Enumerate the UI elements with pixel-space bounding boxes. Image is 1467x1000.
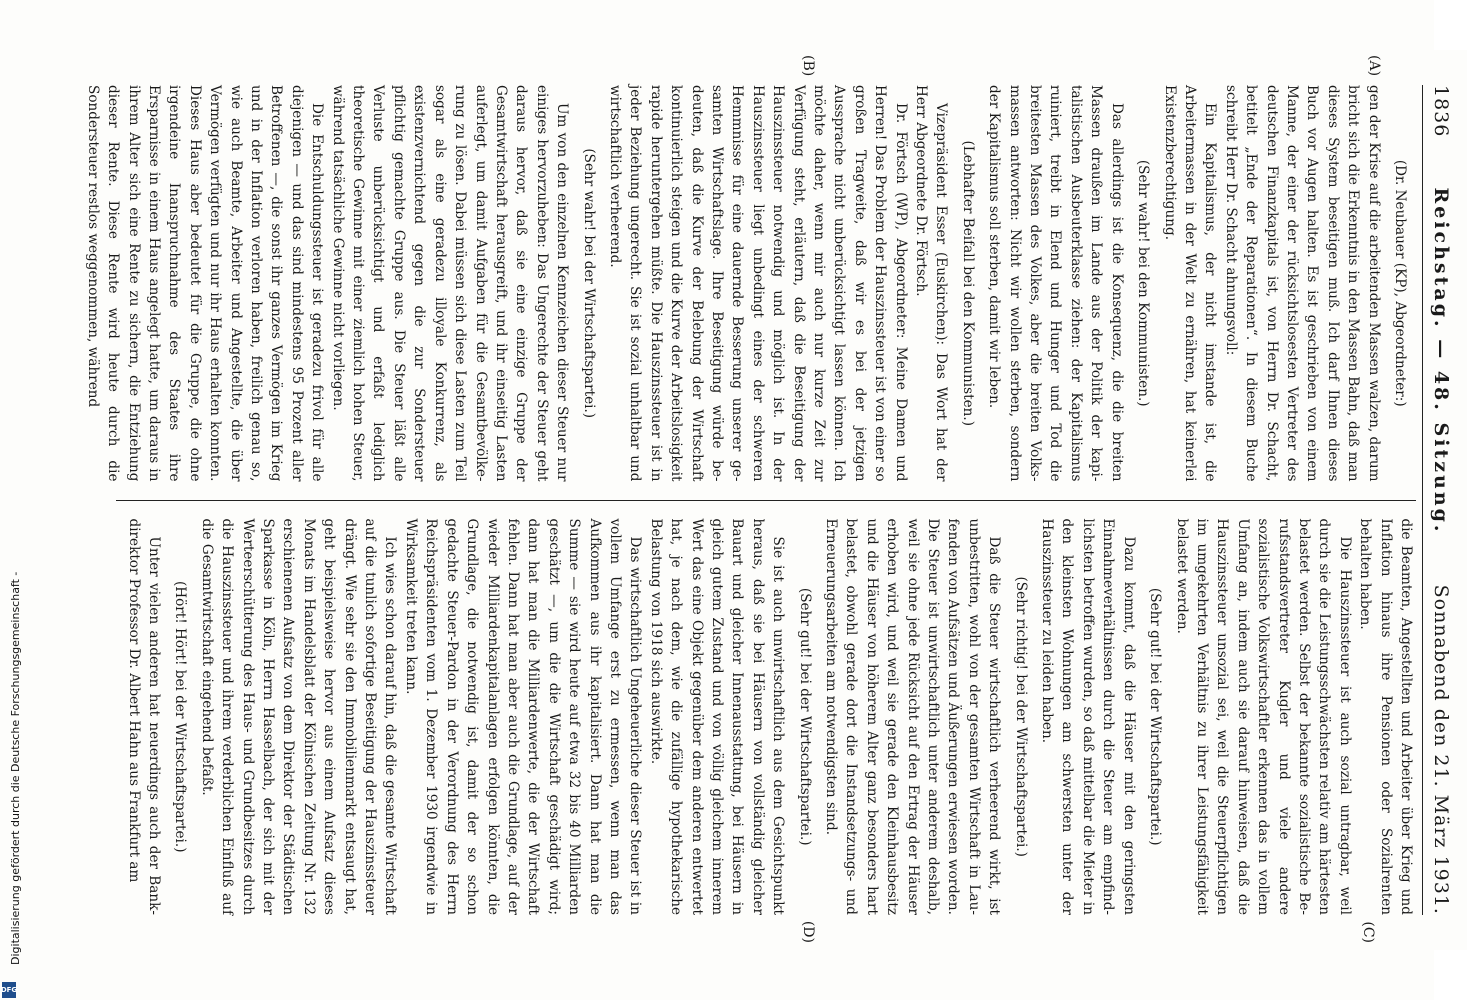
interjection: (Hört! Hört! bei der Wirtschaftspartei.) — [172, 580, 189, 853]
paragraph: Unter vielen anderen hat neuerdings auch der Bankdirektor Professor Dr. Albert Hahn aus Frankfurt am — [125, 518, 163, 915]
quotation: Ein Kapitalismus, der nicht imstande ist, die Arbeitermassen in der Welt zu ernähren, hat keinerlei Existenzberechtigung. — [1161, 85, 1219, 482]
text-columns — [84, 55, 1416, 943]
margin-marker-c: (C) — [1360, 921, 1376, 943]
speaker-continuation: (Dr. Neubauer (KP), Abgeordneter:) — [1392, 159, 1408, 407]
paragraph: die Beamten, Angestellten und Arbeiter über Krieg und Inflation hinaus ihre Pensionen oder Sozialrenten behalten haben. — [1357, 518, 1414, 915]
left-column — [84, 55, 1416, 500]
right-column — [116, 500, 1416, 943]
paragraph: Daß die Steuer wirtschaftlich verheerend wirkt, ist unbestritten, wohl von der gesamten Wirtschaft in Laufenden von Aufsätzen und Äußerungen erwiesen worden. Die Steuer ist unwirtschaftlich unter anderem deshalb, weil sie ohne jede Rücksicht auf den Ertrag der Häuser erhoben wird, und weil sie gerade den Kleinhausbesitz und die Häuser von höherem Alter ganz besonders hart belastet, obwohl gerade dort die Instandsetzungs- und Erneuerungsarbeiten am notwendigsten sind. — [823, 518, 1003, 915]
paragraph: Ich wies schon darauf hin, daß die gesamte Wirtschaft auf die tunlich sofortige Beseitigung der Hauszinssteuer drängt. Wie sehr sie den Immobilienmarkt entsaugt hat, geht beispielsweise hervor aus einem Aufsatz dieses Monats im Handelsblatt der Kölnischen Zeitung Nr. 132 erschienenen Aufsatz von dem Direktor der Städtischen Sparkasse in Köln, Herrn Hasselbach, der sich mit der Werteerschütterung des Haus- und Grundbesitzes durch die Hauszinssteuer und ihrem verderblichen Einfluß auf die Gesamtwirtschaft eingehend befaßt. — [198, 518, 399, 915]
digitization-sidebar — [0, 0, 22, 1000]
paragraph: Das wirtschaftlich Ungeheuerliche dieser Steuer ist in vollem Umfange erst zu ermessen, wenn man das Aufkommen aus ihr kapitalisiert. Dann hat man die Summe — sie wird heute auf etwa 32 bis 40 Milliarden geschätzt —, um die die Wirtschaft geschädigt wird; dann hat man die Milliardenwerte, die der Wirtschaft fehlen. Dann hat man aber auch die Grundlage, auf der wieder Milliardenkapitalanlagen erfolgen könnten, die Grundlage, die notwendig ist, damit der so schon gedachte Steuer-Pardon in der Verordnung des Herrn Reichspräsidenten vom 1. Dezember 1930 irgendwie in Wirksamkeit treten kann. — [402, 518, 644, 915]
digitization-credit: Digitalisierung gefördert durch die Deutsche Forschungsgemeinschaft - — [9, 571, 22, 965]
page-number: 1836 — [1430, 85, 1452, 138]
paragraph: Um von den einzelnen Kennzeichen dieser Steuer nur einiges hervorzuheben: Das Ungerechte der Steuer geht daraus hervor, daß sie eine einzige Gruppe der Gesamtwirtschaft herausgreift, und ihr einseitig Lasten auferlegt, um damit Aufgaben für die Gesamtbevölkerung zu lösen. Dabei müssen sich diese Lasten zum Teil sogar als eine geradezu illoyale Konkurrenz, als existenzvernichtend gegen die zur Sondersteuer pflichtig gemachte Gruppe aus. Die Steuer läßt alle Verluste unberücksichtigt und erfaßt lediglich theoretische Gewinne mit einer ziemlich hohen Steuer, während tatsächliche Gewinne nicht vorliegen. — [329, 85, 571, 482]
margin-marker-b: (B) — [800, 55, 816, 77]
interjection: (Sehr gut! bei der Wirtschaftspartei.) — [796, 587, 813, 846]
paragraph: Sie ist auch unwirtschaftlich aus dem Gesichtspunkt heraus, daß sie bei Häusern von vollständig gleicher Bauart und gleicher Innenausstattung, bei Häusern in gleich gutem Zustand und von völlig gleichem innerem Wert das eine Objekt gegenüber dem anderen entwertet hat, je nach dem, wie die zufällige hypothekarische Belastung von 1918 sich auswirkte. — [647, 518, 787, 915]
speech-opening: Dr. Förtsch (WP), Abgeordneter: Meine Damen und Herren! Das Problem der Hauszinssteuer ist von einer so großen Tragweite, daß wir es bei der jetzigen Aussprache nicht unberücksichtigt lassen können. Ich möchte daher, wenn mir auch nur kurze Zeit zur Verfügung steht, erläutern, daß die Beseitigung der Hauszinssteuer notwendig und möglich ist. In der Hauszinssteuer liegt unbedingt eines der schweren Hemmnisse für eine dauernde Besserung unserer gesamten Wirtschaftslage. Ihre Beseitigung würde bedeuten, daß die Kurve der Belebung der Wirtschaft kontinuierlich steigen und die Kurve der Arbeitslosigkeit rapide heruntergehen müßte. Die Hauszinssteuer ist in jeder Beziehung ungerecht. Sie ist sozial unhaltbar und wirtschaftlich verheerend. — [606, 85, 909, 482]
session-date: Sonnabend den 21. März 1931. — [1430, 584, 1452, 915]
paragraph: Dazu kommt, daß die Häuser mit den geringsten Einnahmeverhältnissen durch die Steuer am empfindlichsten betroffen wurden, so daß mittelbar die Mieter in den kleinsten Wohnungen am schwersten unter der Hauszinssteuer zu leiden haben. — [1039, 518, 1137, 915]
interjection: (Sehr richtig! bei der Wirtschaftspartei.) — [1012, 576, 1029, 857]
interjection: (Sehr wahr! bei der Wirtschaftspartei.) — [580, 148, 597, 419]
paragraph: Das allerdings ist die Konsequenz, die die breiten Massen draußen im Lande aus der Politik der kapitalistischen Ausbeuterklasse ziehen: der Kapitalismus ruiniert, treibt in Elend und Hunger und Tod die breitesten Massen des Volkes, aber die breiten Volksmassen antworten: Nicht wir wollen sterben, sondern der Kapitalismus soll sterben, damit wir leben. — [986, 85, 1125, 482]
paragraph: gen der Krise auf die arbeitenden Massen walzen, darum bricht sich die Erkenntnis in den Massen Bahn, daß man dieses System beseitigen muß. Ich darf Ihnen dieses Buch vor Augen halten. Es ist geschrieben von einem Manne, der einer der rücksichtslosesten Vertreter des deutschen Finanzkapitals ist, von Herrn Dr. Schacht, betitelt „Ende der Reparationen“. In diesem Buche schreibt Herr Dr. Schacht ahnungsvoll: — [1222, 85, 1382, 482]
interjection: (Sehr gut! bei der Wirtschaftspartei.) — [1147, 587, 1164, 846]
chair-announcement: Vizepräsident Esser (Euskirchen): Das Wort hat der Herr Abgeordnete Dr. Förtsch. — [913, 85, 950, 482]
paragraph: Die Entschuldungssteuer ist geradezu frivol für alle diejenigen — und das sind mindestens 95 Prozent aller Betroffenen —, die sonst ihr ganzes Vermögen im Krieg und in der Inflation verloren haben, freilich genau so, wie auch Beamte, Arbeiter und Angestellte, die über Vermögen verfügten und nur ihr Haus erhalten konnten. Dieses Haus aber bedeutet für die Gruppe, die ohne irgendeine Inanspruchnahme des Staates ihre Ersparnisse in einem Haus angelegt hatte, um daraus in ihrem Alter sich eine Rente zu sichern, die Entziehung dieser Rente. Diese Rente wird heute durch die Sondersteuer restlos weggenommen, während — [84, 85, 326, 482]
paragraph: Die Hauszinssteuer ist auch sozial untragbar, weil durch sie die Leistungsschwächsten relativ am härtesten belastet werden. Selbst der bekannte sozialistische Berufsstandsvertreter Kugler und viele andere sozialistische Volkswirtschaftler erkennen das in vollem Umfang an, indem auch sie darauf hinweisen, daß die Hauszinssteuer unsozial sei, weil die Steuerpflichtigen im umgekehrten Verhältnis zu ihrer Leistungsfähigkeit belastet werden. — [1173, 518, 1353, 915]
margin-marker-d: (D) — [800, 920, 816, 943]
interjection: (Sehr wahr! bei den Kommunisten.) — [1135, 159, 1152, 407]
reichstag-protocol-page — [67, 50, 1467, 950]
interjection: (Lebhafter Beifall bei den Kommunisten.) — [959, 140, 976, 427]
margin-marker-a: (A) — [1366, 55, 1382, 77]
page-title: Reichstag. — 48. Sitzung. — [1430, 187, 1452, 535]
dfg-logo-icon: DFG — [2, 982, 16, 998]
page-header — [1422, 85, 1459, 915]
